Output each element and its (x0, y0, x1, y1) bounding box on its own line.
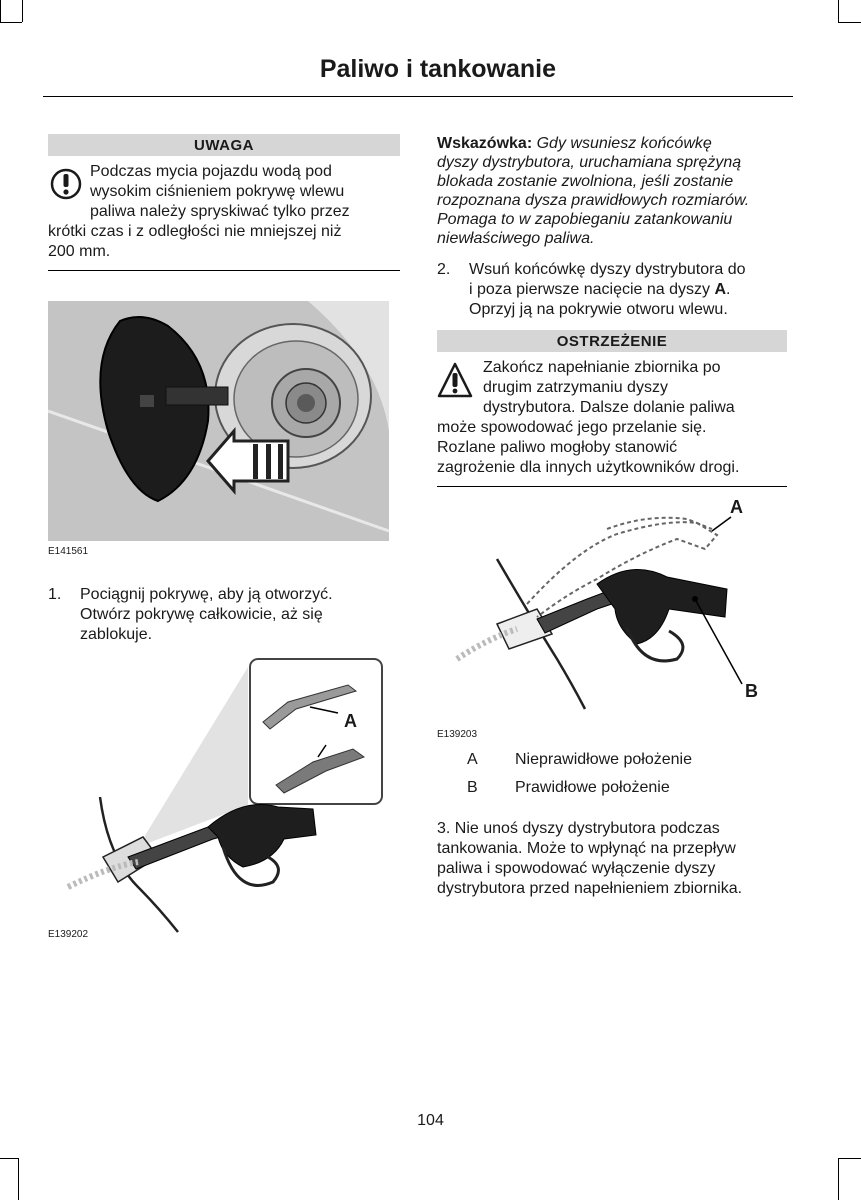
caution-exclamation-icon (48, 164, 84, 204)
paragraph-line: paliwa i spowodować wyłączenie dyszy (437, 860, 716, 877)
legend-row (437, 751, 787, 779)
tip-label: Wskazówka: (437, 135, 533, 152)
caution-line: 200 mm. (48, 243, 111, 260)
step-line-text: . (726, 281, 731, 298)
nozzle-label-a: A (714, 281, 727, 298)
step-line: Otwórz pokrywę całkowicie, aż się (80, 606, 323, 623)
title-divider (43, 96, 793, 97)
legend-list (437, 751, 787, 807)
paragraph-line: 3. Nie unoś dyszy dystrybutora podczas (437, 820, 720, 837)
step-line: Pociągnij pokrywę, aby ją otworzyć. (80, 586, 333, 603)
caution-line: Podczas mycia pojazdu wodą pod (90, 163, 332, 180)
left-column (48, 134, 400, 947)
warning-divider (437, 486, 787, 487)
page-title: Paliwo i tankowanie (319, 55, 556, 83)
figure-code: E139202 (48, 929, 89, 940)
warning-line: może spowodować jego przelanie się. (437, 419, 707, 436)
caution-line: krótki czas i z odległości nie mniejszej niż (48, 223, 342, 240)
right-column (437, 134, 787, 899)
figure-code: E141561 (48, 546, 89, 557)
crop-mark (0, 22, 22, 23)
warning-heading: OSTRZEŻENIE (437, 330, 787, 352)
step-line: Wsuń końcówkę dyszy dystrybutora do (469, 261, 746, 278)
tip-line: rozpoznana dysza prawidłowych rozmiarów. (437, 192, 750, 209)
warning-line: Rozlane paliwo mogłoby stanowić (437, 439, 678, 456)
tip-line: Gdy wsuniesz końcówkę (536, 135, 712, 152)
fuel-door-illustration (48, 301, 389, 541)
step-line: zablokuje. (80, 626, 153, 643)
caution-divider (48, 270, 400, 271)
step-3-paragraph (437, 819, 787, 899)
tip-line: blokada zostanie zwolniona, jeśli zostanie (437, 173, 734, 190)
nozzle-insertion-illustration (48, 657, 389, 935)
crop-mark (838, 1158, 861, 1159)
warning-triangle-icon (437, 360, 473, 400)
nozzle-position-illustration (437, 509, 787, 719)
legend-value: Prawidłowe położenie (515, 779, 670, 796)
warning-line: Zakończ napełnianie zbiornika po (483, 359, 721, 376)
nozzle-position-figure (437, 497, 787, 747)
nozzle-insertion-figure (48, 657, 389, 947)
warning-body (437, 352, 787, 487)
crop-mark (838, 22, 861, 23)
page-number: 104 (417, 1112, 444, 1129)
step-1 (48, 585, 400, 645)
callout-label-a: A (344, 711, 357, 731)
step-number: 1. (48, 586, 62, 603)
paragraph-line: tankowania. Może to wpłynąć na przepływ (437, 840, 736, 857)
legend-row (437, 779, 787, 807)
callout-label-b: B (745, 681, 758, 701)
tip-line: niewłaściwego paliwa. (437, 230, 595, 247)
caution-heading: UWAGA (48, 134, 400, 156)
warning-line: drugim zatrzymaniu dyszy (483, 379, 668, 396)
caution-line: paliwa należy spryskiwać tylko przez (90, 203, 350, 220)
crop-mark (22, 0, 23, 22)
crop-mark (838, 0, 839, 22)
crop-mark (0, 0, 1, 22)
step-line: Oprzyj ją na pokrywie otworu wlewu. (469, 301, 728, 318)
paragraph-line: dystrybutora przed napełnieniem zbiornika. (437, 880, 743, 897)
caution-body (48, 156, 400, 271)
step-line (469, 280, 787, 300)
crop-mark (0, 1158, 18, 1159)
step-line-text: i poza pierwsze nacięcie na dyszy (469, 281, 715, 298)
legend-value: Nieprawidłowe położenie (515, 751, 692, 768)
tip-line: dyszy dystrybutora, uruchamiana sprężyną (437, 154, 742, 171)
figure-code: E139203 (437, 729, 478, 740)
crop-mark (838, 1158, 839, 1200)
legend-key: A (467, 751, 478, 768)
fuel-door-figure (48, 301, 389, 559)
crop-mark (18, 1158, 19, 1200)
legend-key: B (467, 779, 478, 796)
tip-paragraph (437, 134, 787, 248)
callout-label-a: A (730, 497, 743, 517)
warning-line: dystrybutora. Dalsze dolanie paliwa (483, 399, 735, 416)
warning-line: zagrożenie dla innych użytkowników drogi. (437, 459, 740, 476)
step-number: 2. (437, 261, 451, 278)
step-2 (437, 260, 787, 320)
tip-line: Pomaga to w zapobieganiu zatankowaniu (437, 211, 733, 228)
caution-line: wysokim ciśnieniem pokrywę wlewu (90, 183, 345, 200)
